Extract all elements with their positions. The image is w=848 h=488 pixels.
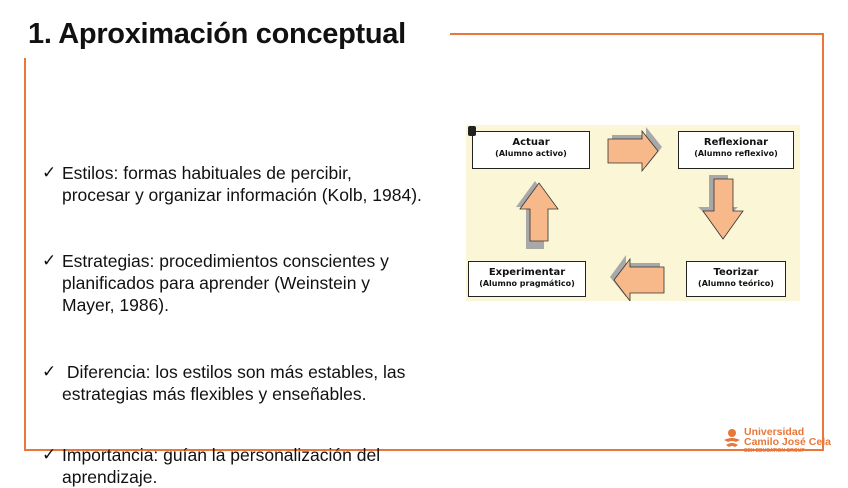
logo-text-universidad: Universidad bbox=[744, 426, 805, 438]
check-icon: ✓ bbox=[42, 251, 57, 270]
bullet-importancia bbox=[40, 444, 380, 488]
bullet-estilos bbox=[40, 162, 422, 206]
bullet-line: Diferencia: los estilos son más estables, las bbox=[62, 362, 406, 382]
bullet-line: planificados para aprender (Weinstein y bbox=[62, 273, 371, 293]
box-title: Actuar bbox=[512, 137, 550, 148]
bullet-line: Importancia: guían la personalización del bbox=[62, 445, 381, 465]
kolb-cycle-diagram bbox=[466, 125, 800, 301]
slide-title: 1. Aproximación conceptual bbox=[28, 18, 406, 50]
box-title: Experimentar bbox=[488, 267, 566, 278]
box-reflexionar bbox=[678, 131, 794, 169]
box-actuar bbox=[472, 131, 590, 169]
box-subtitle: (Alumno reflexivo) bbox=[694, 149, 778, 158]
bullet-line: Mayer, 1986). bbox=[62, 295, 169, 315]
bullet-line: estrategias más flexibles y enseñables. bbox=[62, 384, 367, 404]
arrow-up bbox=[520, 183, 558, 241]
logo-text-group: SEK EDUCATION GROUP bbox=[744, 448, 805, 454]
box-subtitle: (Alumno activo) bbox=[495, 149, 567, 158]
box-experimentar bbox=[468, 261, 586, 297]
check-icon: ✓ bbox=[42, 445, 57, 464]
university-logo bbox=[722, 426, 832, 456]
box-teorizar bbox=[686, 261, 786, 297]
bullet-line: Estrategias: procedimientos conscientes y bbox=[62, 251, 389, 271]
check-icon: ✓ bbox=[42, 362, 57, 381]
box-subtitle: (Alumno teórico) bbox=[698, 279, 774, 288]
logo-figure-icon bbox=[722, 428, 742, 454]
check-icon: ✓ bbox=[42, 163, 57, 182]
bullet-line: aprendizaje. bbox=[62, 467, 158, 487]
box-subtitle: (Alumno pragmático) bbox=[479, 279, 575, 288]
bullet-diferencia bbox=[40, 361, 405, 405]
bullet-line: Estilos: formas habituales de percibir, bbox=[62, 163, 352, 183]
bullet-estrategias bbox=[40, 250, 389, 316]
embedded-object-icon bbox=[468, 126, 476, 136]
logo-text-name: Camilo José Cela bbox=[744, 436, 831, 448]
box-title: Reflexionar bbox=[703, 137, 769, 148]
box-title: Teorizar bbox=[713, 267, 759, 278]
bullet-line: procesar y organizar información (Kolb, 1984). bbox=[62, 185, 422, 205]
